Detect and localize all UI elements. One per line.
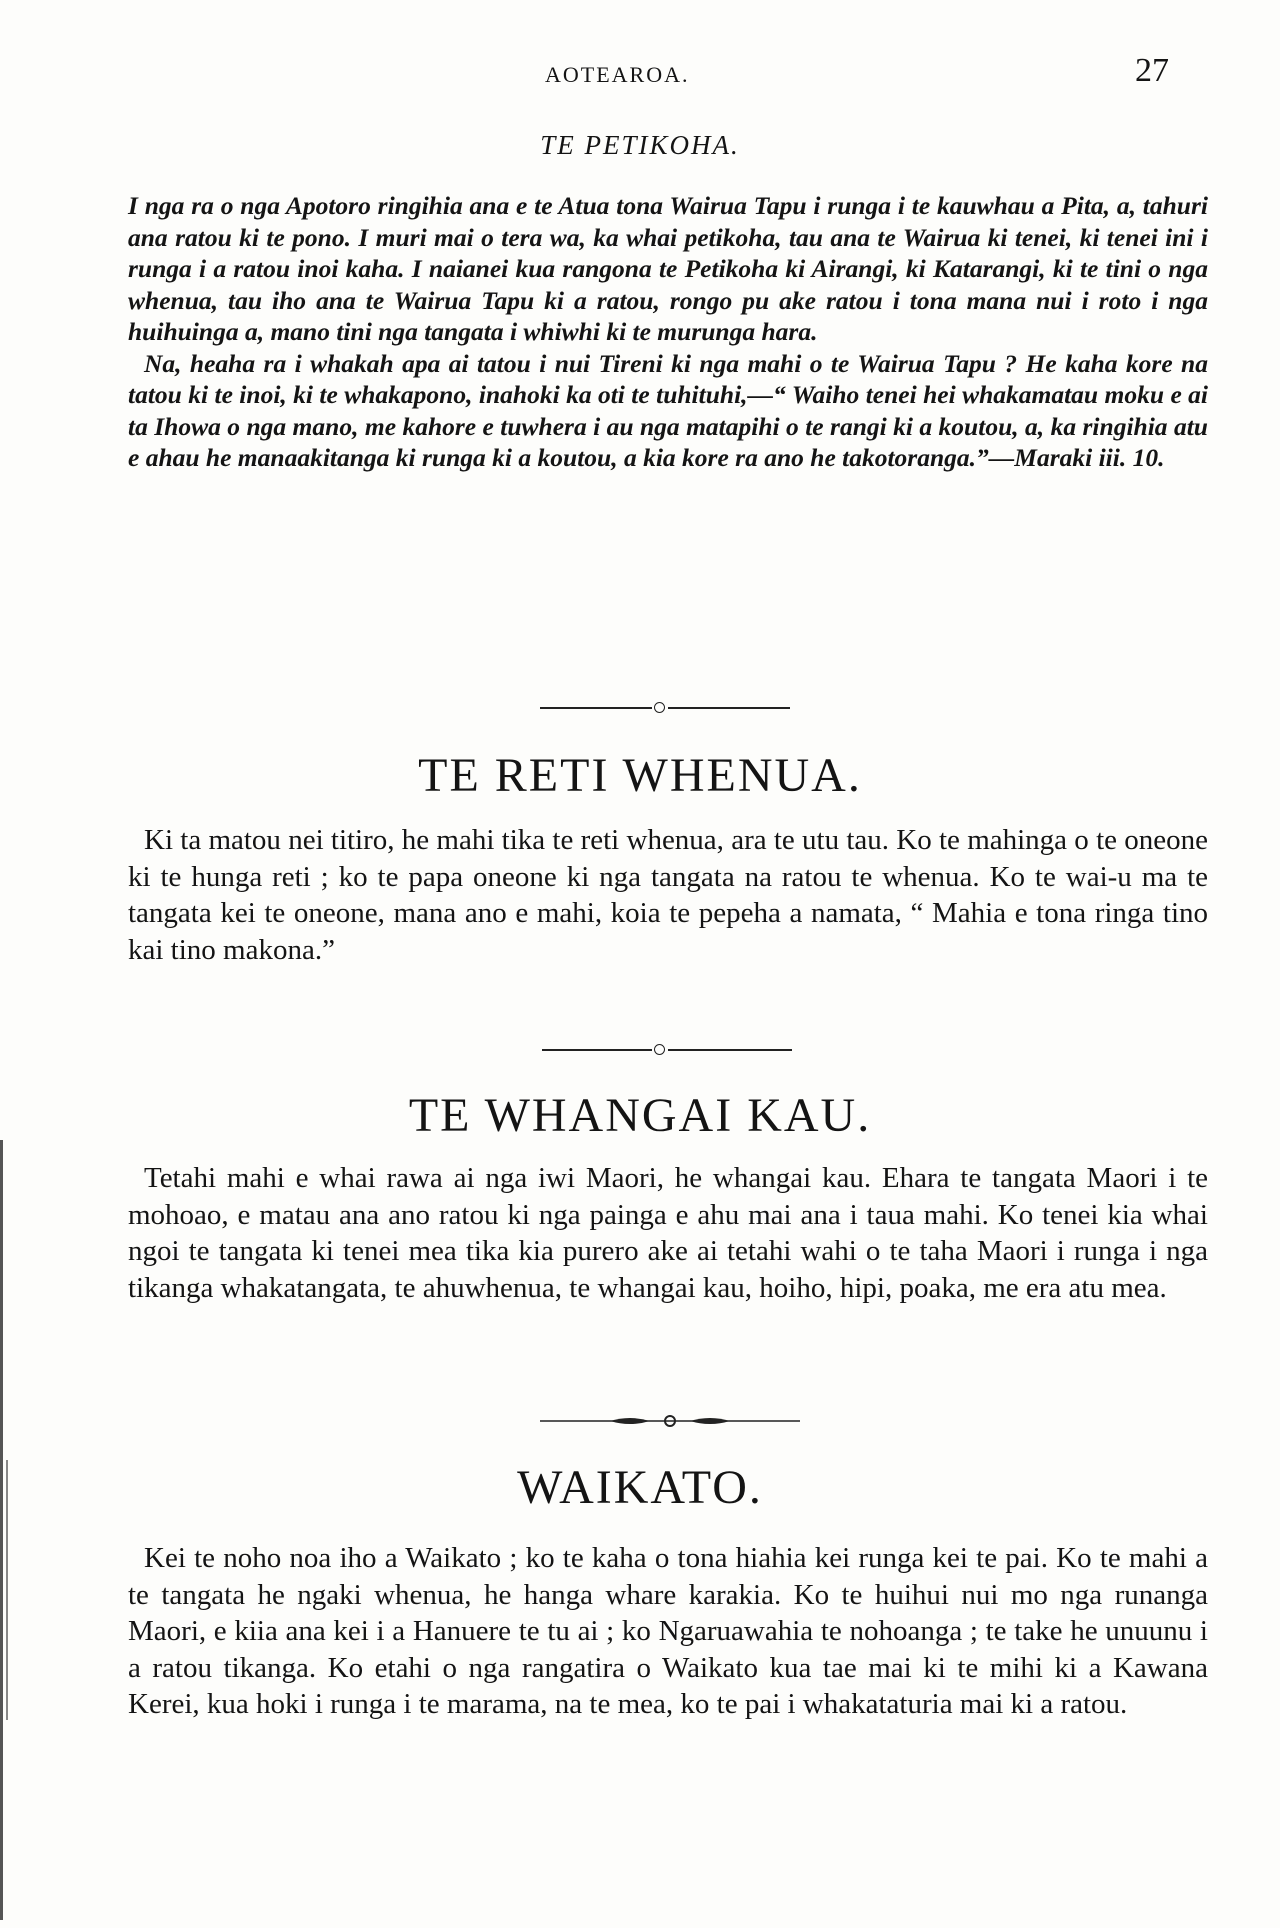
section-divider <box>0 1042 1280 1058</box>
page-number: 27 <box>1135 52 1169 89</box>
ornamental-divider <box>0 1413 1280 1429</box>
running-head <box>0 52 1280 92</box>
whangai-kau-section <box>128 1160 1208 1306</box>
whangai-kau-paragraph: Tetahi mahi e whai rawa ai nga iwi Maori, he whangai kau. Ehara te tangata Maori i te mohoao, e matau ana ano ratou ki nga painga e ahu mai ana i taua mahi. Ko tenei kia whai ngoi te tangata ki tenei mea tika kia purero ake ai tetahi wahi o te taha Maori i runga i nga tikanga whakatangata, te ahuwhenua, te whangai kau, hoiho, hipi, poaka, me era atu mea. <box>128 1162 1208 1304</box>
petikoha-heading: TE PETIKOHA. <box>540 130 740 160</box>
reti-whenua-title: TE RETI WHENUA. <box>418 749 862 802</box>
binding-edge <box>0 1140 3 1920</box>
reti-whenua-paragraph: Ki ta matou nei titiro, he mahi tika te reti whenua, ara te utu tau. Ko te mahinga o te oneone ki te hunga reti ; ko te papa oneone ki nga tangata na ratou te whenua. Ko te wai-u ma te tangata kei te oneone, mana ano e mahi, koia te pepeha a namata, “ Mahia e tona ringa tino kai tino makona.” <box>128 824 1208 966</box>
running-title: AOTEAROA. <box>545 62 690 87</box>
whangai-kau-title: TE WHANGAI KAU. <box>408 1089 872 1142</box>
reti-whenua-section <box>128 822 1208 968</box>
waikato-paragraph: Kei te noho noa iho a Waikato ; ko te kaha o tona hiahia kei runga kei te pai. Ko te mahi a te tangata he ngaki whenua, he hanga whare karakia. Ko te huihui nui mo nga runanga Maori, e kiia ana kei i a Hanuere te tu ai ; ko Ngaruawahia te nohoanga ; te take he unuunu i a ratou tikanga. Ko etahi o nga rangatira o Waikato kua tae mai ki te mihi ki a Kawana Kerei, kua hoki i runga i te marama, na te mea, ko te pai i whakataturia mai ki a ratou. <box>128 1542 1208 1720</box>
petikoha-paragraph-2: Na, heaha ra i whakah apa ai tatou i nui Tireni ki nga mahi o te Wairua Tapu ? He kaha kore na tatou ki te inoi, ki te whakapono, inahoki ka oti te tuhituhi,—“ Waiho tenei hei whakamatau moku e ai ta Ihowa o nga mano, me kahore e tuwhera i au nga matapihi o te rangi ki a koutou, a, ka ringihia atu e ahau he manaakitanga ki runga ki a koutou, a kia kore ra ano he takotoranga.”—Maraki iii. 10. <box>128 348 1208 472</box>
waikato-section <box>128 1540 1208 1723</box>
waikato-title: WAIKATO. <box>517 1461 763 1514</box>
binding-edge-shadow <box>6 1460 8 1720</box>
petikoha-section <box>128 190 1208 474</box>
section-divider <box>0 700 1280 716</box>
petikoha-paragraph-1: I nga ra o nga Apotoro ringihia ana e te Atua tona Wairua Tapu i runga i te kauwhau a Pita, a, tahuri ana ratou ki te pono. I muri mai o tera wa, ka whai petikoha, tau ana te Wairua ki tenei, ki tenei ini i runga i a ratou inoi kaha. I naianei kua rangona te Petikoha ki Airangi, ki Katarangi, ki te tini o nga whenua, tau iho ana te Wairua Tapu ki a ratou, rongo pu ake ratou i tona mana nui i roto i nga huihuinga a, mano tini nga tangata i whiwhi ki te murunga hara. <box>128 191 1208 346</box>
